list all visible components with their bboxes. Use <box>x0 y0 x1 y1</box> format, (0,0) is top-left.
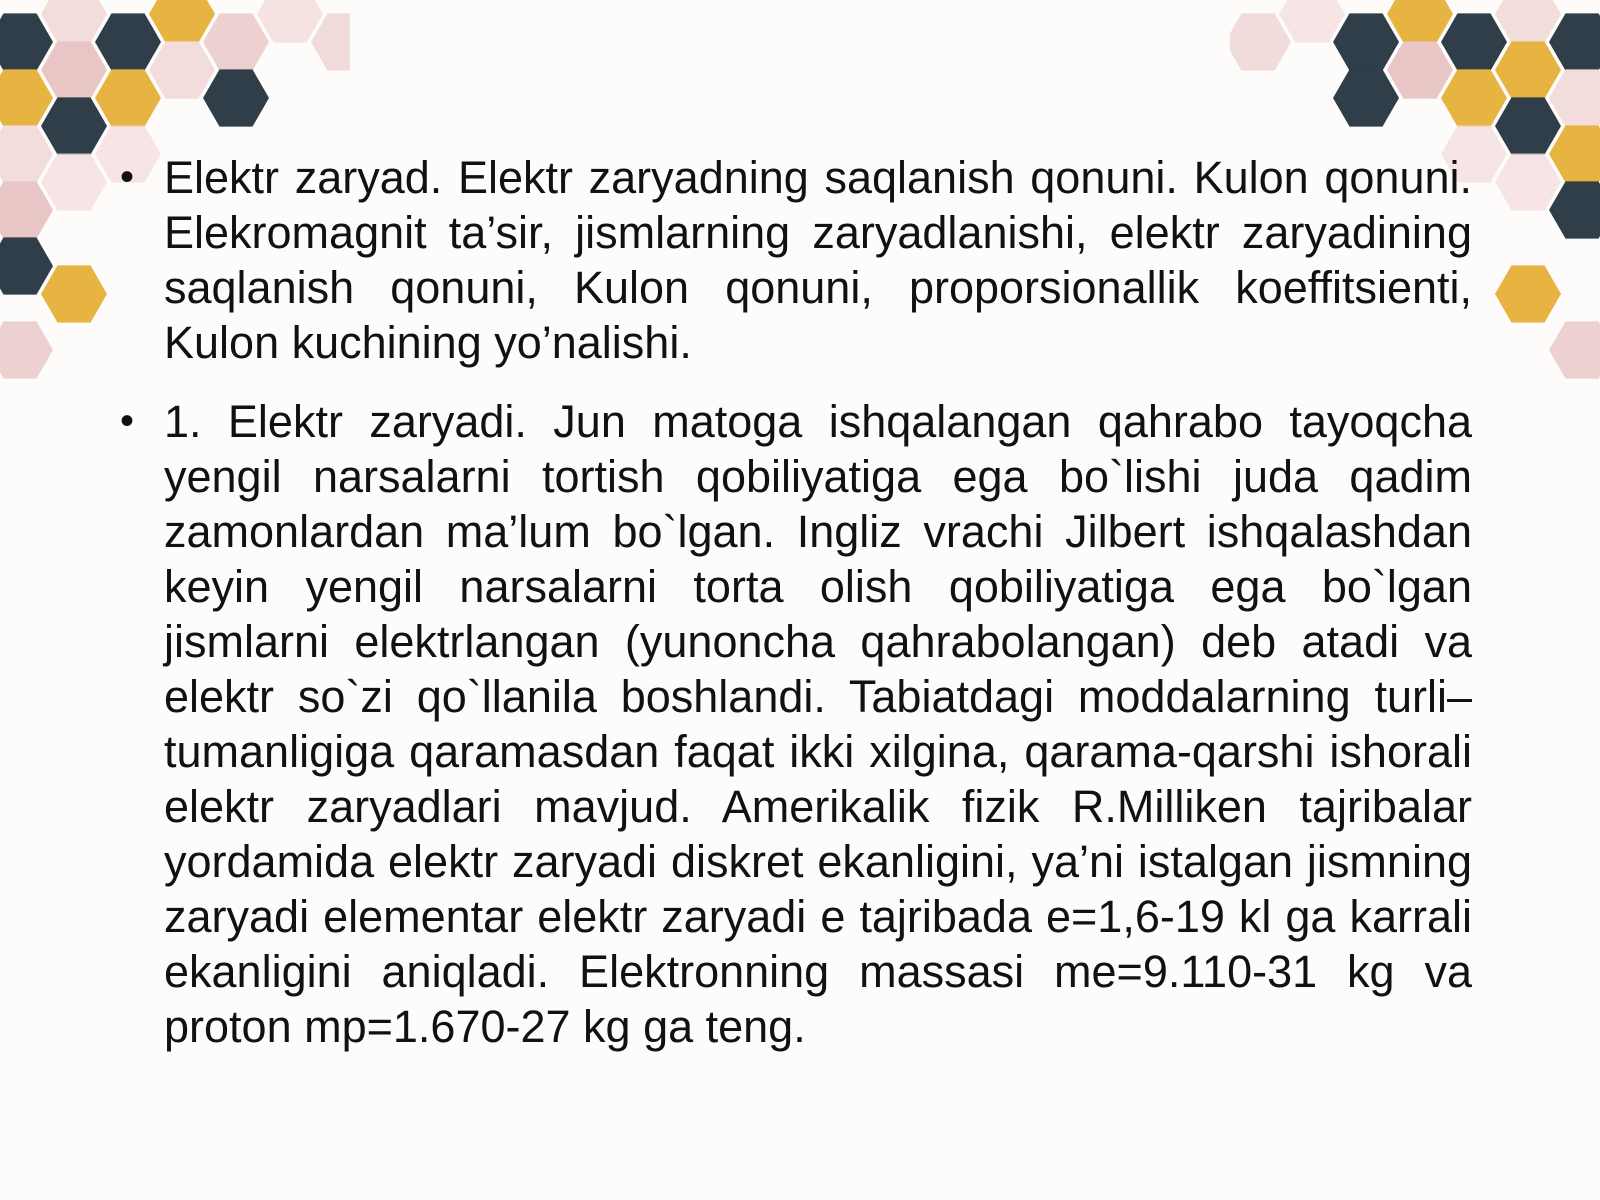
bullet-list <box>112 150 1472 1054</box>
bullet-text-1: Elektr zaryad. Elektr zaryadning saqlanish qonuni. Kulon qonuni. Elekromagnit ta’sir, jismlarning zaryadlanishi, elektr zaryadining saqlanish qonuni, Kulon qonuni, proporsionallik koeffitsienti, Kulon kuchining yo’nalishi. <box>164 152 1472 368</box>
hexagon-tile <box>1495 153 1561 210</box>
hexagon-tile <box>1441 13 1507 70</box>
hexagon-tile <box>1387 0 1453 43</box>
hexagon-tile <box>0 321 53 378</box>
hexagon-tile <box>1441 69 1507 126</box>
hexagon-tile <box>0 237 53 294</box>
hexagon-tile <box>1495 97 1561 154</box>
bullet-item-2 <box>112 394 1472 1054</box>
bullet-marker: • <box>120 155 135 199</box>
hexagon-tile <box>1333 69 1399 126</box>
bullet-text-2: 1. Elektr zaryadi. Jun matoga ishqalangan qahrabo tayoqcha yengil narsalarni tortish qobiliyatiga ega bo`lishi juda qadim zamonlardan ma’lum bo`lgan. Ingliz vrachi Jilbert ishqalashdan keyin yengil narsalarni torta olish qobiliyatiga ega bo`lgan jismlarni elektrlangan (yunoncha qahrabolangan) deb atadi va elektr so`zi qo`llanila boshlandi. Tabiatdagi moddalarning turli–tumanligiga qaramasdan faqat ikki xilgina, qarama-qarshi ishorali elektr zaryadlari mavjud. Amerikalik fizik R.Milliken tajribalar yordamida elektr zaryadi diskret ekanligini, ya’ni istalgan jismning zaryadi elementar elektr zaryadi e tajribada e=1,6-19 kl ga karrali ekanligini aniqladi. Elektronning massasi me=9.110-31 kg va proton mp=1.670-27 kg ga teng. <box>164 396 1472 1052</box>
hexagon-tile <box>1549 321 1600 378</box>
hexagon-tile <box>95 69 161 126</box>
hexagon-tile <box>0 13 53 70</box>
hexagon-tile <box>149 0 215 43</box>
hexagon-tile <box>41 265 107 322</box>
hexagon-tile <box>41 41 107 98</box>
hexagon-tile <box>1333 13 1399 70</box>
bullet-marker: • <box>120 399 135 443</box>
hexagon-tile <box>41 97 107 154</box>
hexagon-tile <box>1230 13 1291 70</box>
hexagon-tile <box>1549 13 1600 70</box>
hexagon-tile <box>41 153 107 210</box>
hexagon-tile <box>1549 69 1600 126</box>
hexagon-tile <box>203 69 269 126</box>
hexagon-tile <box>0 125 53 182</box>
hexagon-tile <box>1495 41 1561 98</box>
hexagon-tile <box>95 13 161 70</box>
hexagon-tile <box>149 41 215 98</box>
hexagon-tile <box>1387 41 1453 98</box>
hexagon-tile <box>1495 0 1561 43</box>
hexagon-tile <box>0 181 53 238</box>
hexagon-tile <box>1279 0 1345 43</box>
hexagon-tile <box>41 0 107 43</box>
slide-body <box>112 150 1472 1078</box>
hexagon-tile <box>0 69 53 126</box>
hexagon-tile <box>1549 181 1600 238</box>
hexagon-tile <box>257 0 323 43</box>
hexagon-tile <box>1549 125 1600 182</box>
bullet-item-1 <box>112 150 1472 370</box>
hexagon-tile <box>203 13 269 70</box>
hexagon-tile <box>1495 265 1561 322</box>
